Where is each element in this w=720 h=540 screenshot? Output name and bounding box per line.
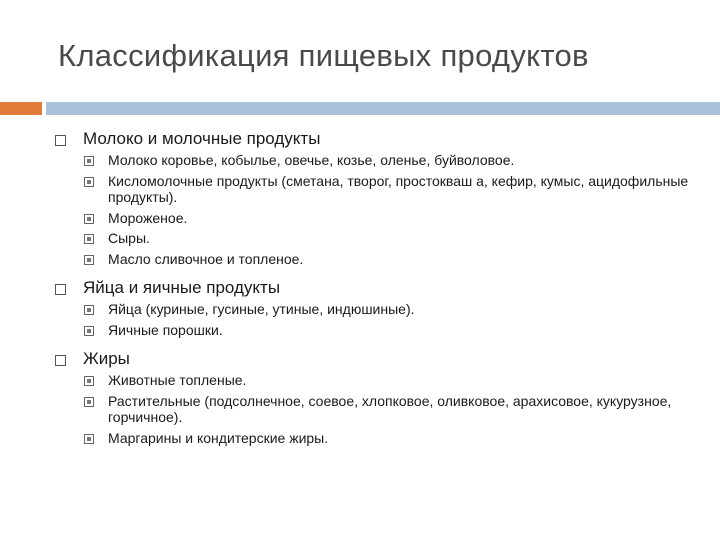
list-item [84,372,695,389]
slide-title: Классификация пищевых продуктов [58,38,589,73]
list-item-text: Молоко коровье, кобылье, овечье, козье, оленье, буйволовое. [108,152,515,168]
section-heading [55,277,695,299]
sub-list [84,301,695,338]
square-bullet-icon [84,397,94,407]
list-item-text: Растительные (подсолнечное, соевое, хлопковое, оливковое, арахисовое, кукурузное, горчичное). [108,392,672,425]
section-eggs [55,277,695,338]
section-heading-text: Жиры [83,349,130,368]
list-item-text: Сыры. [108,230,150,246]
square-bullet-icon [84,305,94,315]
list-item-text: Мороженое. [108,209,188,226]
section-dairy [55,128,695,267]
sub-list [84,152,695,267]
sub-list [84,372,695,446]
section-heading-text: Яйца и яичные продукты [83,278,281,297]
slide-content [55,128,695,456]
list-item-text: Яйца (куриные, гусиные, утиные, индюшиные). [108,301,415,317]
hollow-square-bullet-icon [55,355,66,366]
list-item [84,173,695,206]
list-item-text: Маргарины и кондитерские жиры. [108,429,329,446]
section-heading [55,128,695,150]
square-bullet-icon [84,326,94,336]
list-item [84,430,695,447]
list-item [84,322,695,339]
list-item-text: Кисломолочные продукты (сметана, творог, простокваш а, кефир, кумыс, ацидофильные продукты). [108,172,689,205]
accent-bar-blue [46,102,720,115]
square-bullet-icon [84,156,94,166]
square-bullet-icon [84,234,94,244]
square-bullet-icon [84,376,94,386]
list-item-text: Животные топленые. [108,372,247,388]
accent-bar-orange [0,102,42,115]
list-item [84,301,695,318]
section-heading-text: Молоко и молочные продукты [83,129,321,148]
section-heading [55,348,695,370]
square-bullet-icon [84,434,94,444]
list-item-text: Яичные порошки. [108,321,223,338]
hollow-square-bullet-icon [55,135,66,146]
list-item-text: Масло сливочное и топленое. [108,250,304,267]
section-fats [55,348,695,446]
list-item [84,210,695,227]
list-item [84,152,695,169]
hollow-square-bullet-icon [55,284,66,295]
list-item [84,393,695,426]
square-bullet-icon [84,177,94,187]
square-bullet-icon [84,255,94,265]
list-item [84,251,695,268]
list-item [84,230,695,247]
square-bullet-icon [84,214,94,224]
